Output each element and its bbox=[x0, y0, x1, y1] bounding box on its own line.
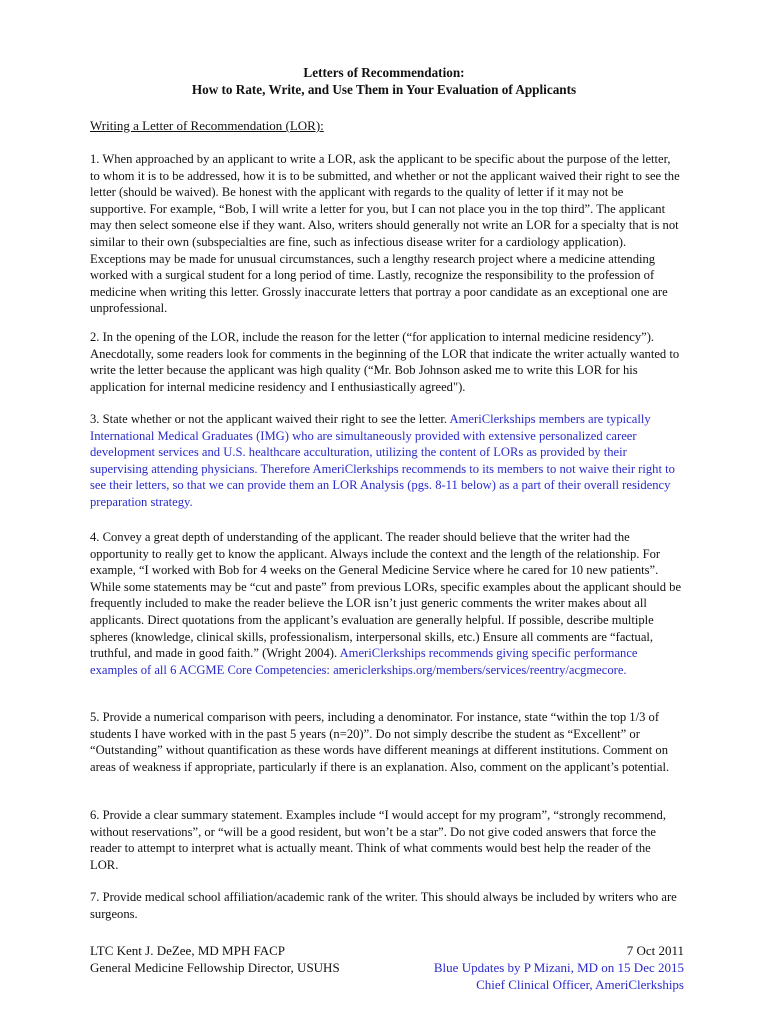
document-title bbox=[0, 64, 768, 98]
paragraph-text: 4. Convey a great depth of understanding of the applicant. The reader should believe that the writer had the opportunity to really get to know the applicant. Always include the context and the length of the relationship. For example, “I worked with Bob for 4 weeks on the General Medicine Service where he cared for 10 new patients”. While some statements may be “cut and paste” from previous LORs, specific examples about the applicant should be frequently included to make the reader believe the LOR isn’t just generic comments the writer makes about all applicants. Direct quotations from the applicant’s evaluation are generally helpful. If possible, describe multiple spheres (knowledge, clinical skills, professionalism, interpersonal skills, etc.) Ensure all comments are “factual, truthful, and made in good faith.” (Wright 2004). bbox=[90, 530, 682, 661]
paragraph-text: 3. State whether or not the applicant waived their right to see the letter. bbox=[90, 412, 450, 426]
footer-author: LTC Kent J. DeZee, MD MPH FACP bbox=[90, 943, 286, 958]
footer-update-title: Chief Clinical Officer, AmeriClerkships bbox=[476, 977, 684, 992]
blue-update-text: AmeriClerkships members are typically International Medical Graduates (IMG) who are simultaneously provided with extensive personalized career development services and U.S. healthcare acculturation, utilizing the content of LORs as provided by their supervising attending physicians. Therefore AmeriClerkships recommends to its members to not waive their right to see their letters, so that we can provide them an LOR Analysis (pgs. 8-11 below) as a part of their overall residency preparation strategy. bbox=[90, 412, 675, 509]
footer-position: General Medicine Fellowship Director, USUHS bbox=[90, 960, 340, 975]
section-heading: Writing a Letter of Recommendation (LOR): bbox=[90, 118, 324, 133]
paragraph-4 bbox=[90, 529, 682, 678]
title-line-2: How to Rate, Write, and Use Them in Your Evaluation of Applicants bbox=[191, 82, 577, 97]
footer-date: 7 Oct 2011 bbox=[626, 943, 684, 958]
paragraph-text: 2. In the opening of the LOR, include the reason for the letter (“for application to internal medicine residency”). Anecdotally, some readers look for comments in the beginning of the LOR that indicate the writer actually wanted to write the letter because the applicant was high quality (“Mr. Bob Johnson asked me to write this LOR for his application for internal medicine residency and I enthusiastically agreed"). bbox=[90, 330, 680, 394]
paragraph-text: 1. When approached by an applicant to write a LOR, ask the applicant to be specific about the purpose of the letter, to whom it is to be addressed, how it is to be submitted, and whether or not the applicant waived their right to see the letter (should be waived). Be honest with the applicant with regards to the quality of letter if it may not be supportive. For example, “Bob, I will write a letter for you, but I can not place you in the top third”. The applicant may then select someone else if they want. Also, writers should generally not write an LOR for a specialty that is not similar to their own (subspecialties are fine, such as infectious disease writer for a cardiology application). Exceptions may be made for unusual circumstances, such a lengthy research project where a medicine attending worked with a surgical student for a long period of time. Lastly, recognize the responsibility to the profession of medicine when writing this letter. Grossly inaccurate letters that portray a poor candidate as an exceptional one are unprofessional. bbox=[90, 152, 680, 316]
paragraph-3 bbox=[90, 411, 682, 511]
paragraph-text: 6. Provide a clear summary statement. Examples include “I would accept for my program”, “strongly recommend, without reservations”, or “will be a good resident, but won’t be a star”. Do not give coded answers that force the reader to attempt to interpret what is actually meant. Think of what comments would best help the reader of the LOR. bbox=[90, 808, 666, 872]
footer-row-1 bbox=[90, 942, 684, 959]
paragraph-6 bbox=[90, 807, 682, 873]
footer-update-note: Blue Updates by P Mizani, MD on 15 Dec 2015 bbox=[433, 960, 684, 975]
paragraph-7 bbox=[90, 889, 682, 922]
paragraph-text: 7. Provide medical school affiliation/academic rank of the writer. This should always be included by writers who are surgeons. bbox=[90, 890, 677, 921]
paragraph-2 bbox=[90, 329, 682, 395]
title-line-1: Letters of Recommendation: bbox=[303, 65, 465, 80]
footer-row-2 bbox=[90, 959, 684, 976]
paragraph-5 bbox=[90, 709, 682, 775]
footer bbox=[90, 942, 684, 993]
blue-update-text: AmeriClerkships recommends giving specific performance examples of all 6 ACGME Core Competencies: americlerkships.org/members/services/reentry/acgmecore. bbox=[90, 646, 638, 677]
paragraph-text: 5. Provide a numerical comparison with peers, including a denominator. For instance, state “within the top 1/3 of students I have worked with in the past 5 years (n=20)”. Do not simply describe the student as “Excellent” or “Outstanding” without quantification as these words have different meanings at different institutions. Comment on areas of weakness if appropriate, particularly if there is an explanation. Also, comment on the applicant’s potential. bbox=[90, 710, 670, 774]
paragraph-1 bbox=[90, 151, 682, 317]
